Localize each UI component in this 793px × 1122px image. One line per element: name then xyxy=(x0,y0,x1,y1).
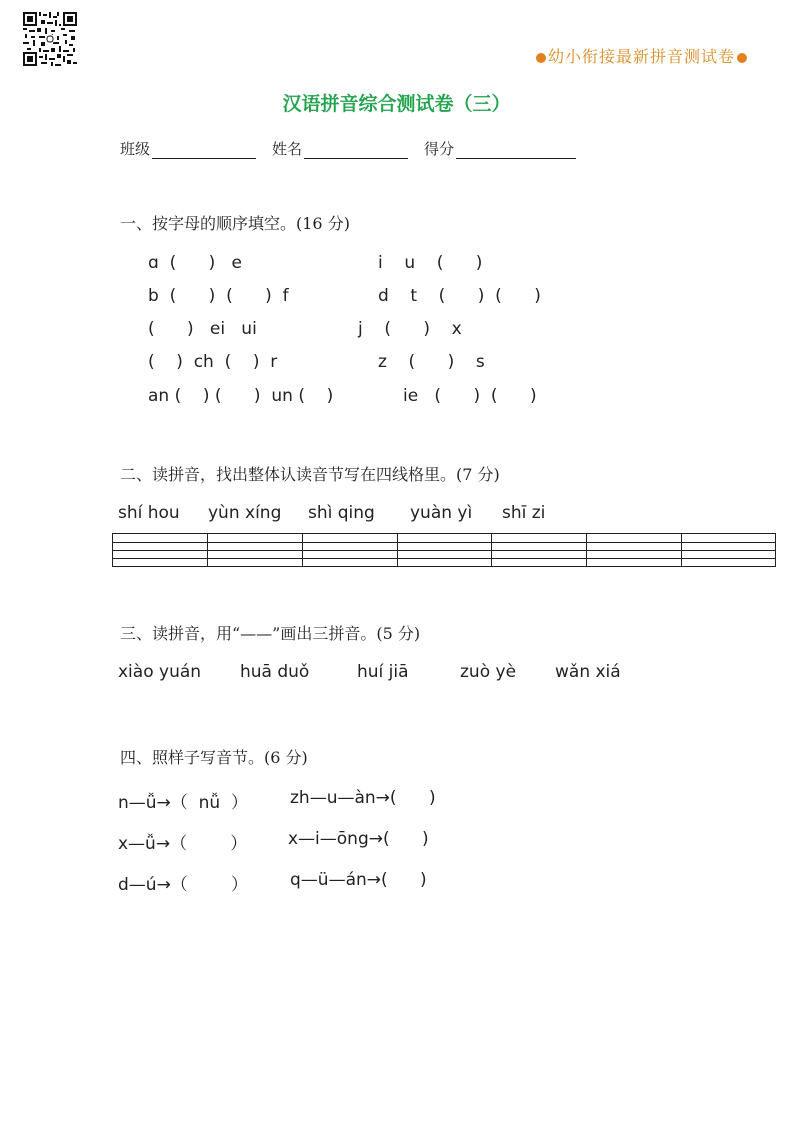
s1-row-right: z ( ) s xyxy=(378,352,485,372)
name-field xyxy=(272,138,408,159)
student-info-line xyxy=(120,138,592,159)
s3-word: huí jiā xyxy=(357,662,409,682)
grid-line xyxy=(113,550,775,551)
s1-row-right: ie ( ) ( ) xyxy=(403,386,537,406)
banner-text: 幼小衔接最新拼音测试卷 xyxy=(547,47,735,66)
s1-row-left: ( ) ei ui xyxy=(148,319,257,339)
s4-row-right: zh—u—àn→( ) xyxy=(290,788,436,808)
grid-divider xyxy=(207,534,208,566)
s3-word: zuò yè xyxy=(460,662,517,682)
s4-row-left: n—ǚ→（ nǚ ） xyxy=(118,793,248,813)
class-label: 班级 xyxy=(120,140,151,158)
s3-word: wǎn xiá xyxy=(555,662,621,682)
section1-heading: 一、按字母的顺序填空。(16 分) xyxy=(120,214,350,233)
section3-heading: 三、读拼音，用“——”画出三拼音。(5 分) xyxy=(120,624,421,643)
qr-code xyxy=(23,12,77,66)
name-label: 姓名 xyxy=(272,140,303,158)
grid-line xyxy=(113,558,775,559)
page-title: 汉语拼音综合测试卷（三） xyxy=(282,93,511,115)
grid-divider xyxy=(397,534,398,566)
s2-word: yùn xíng xyxy=(208,503,282,523)
s4-row-left: x—ǚ→（ ） xyxy=(118,834,248,854)
s3-word: xiào yuán xyxy=(118,662,202,682)
grid-line xyxy=(113,542,775,543)
s2-word: shì qing xyxy=(308,503,375,523)
s4-row-left: d—ú→（ ） xyxy=(118,875,249,895)
section2-heading: 二、读拼音，找出整体认读音节写在四线格里。(7 分) xyxy=(120,465,500,484)
grid-divider xyxy=(586,534,587,566)
score-label: 得分 xyxy=(424,140,455,158)
s1-row-left: ( ) ch ( ) r xyxy=(148,352,278,372)
class-blank[interactable] xyxy=(152,142,256,159)
section4-heading: 四、照样子写音节。(6 分) xyxy=(120,748,308,767)
name-blank[interactable] xyxy=(304,142,408,159)
s2-word: shī zi xyxy=(502,503,546,523)
s4-row-right: x—i—ōng→( ) xyxy=(288,829,429,849)
s2-word: yuàn yì xyxy=(410,503,473,523)
score-blank[interactable] xyxy=(456,142,576,159)
orange-dot-icon xyxy=(536,53,546,63)
grid-divider xyxy=(491,534,492,566)
s1-row-left: ɑ ( ) e xyxy=(148,253,242,273)
s1-row-right: i u ( ) xyxy=(378,253,483,273)
orange-dot-icon xyxy=(737,53,747,63)
s3-word: huā duǒ xyxy=(240,662,310,682)
s4-row-right: q—ü—án→( ) xyxy=(290,870,427,890)
class-field xyxy=(120,138,256,159)
score-field xyxy=(424,138,576,159)
s1-row-left: b ( ) ( ) f xyxy=(148,286,289,306)
s1-row-left: an ( ) ( ) un ( ) xyxy=(148,386,334,406)
s2-word: shí hou xyxy=(118,503,180,523)
s1-row-right: d t ( ) ( ) xyxy=(378,286,541,306)
grid-divider xyxy=(681,534,682,566)
s1-row-right: j ( ) x xyxy=(358,319,462,339)
four-line-grid[interactable] xyxy=(112,533,776,567)
header-banner xyxy=(534,44,749,67)
grid-divider xyxy=(302,534,303,566)
